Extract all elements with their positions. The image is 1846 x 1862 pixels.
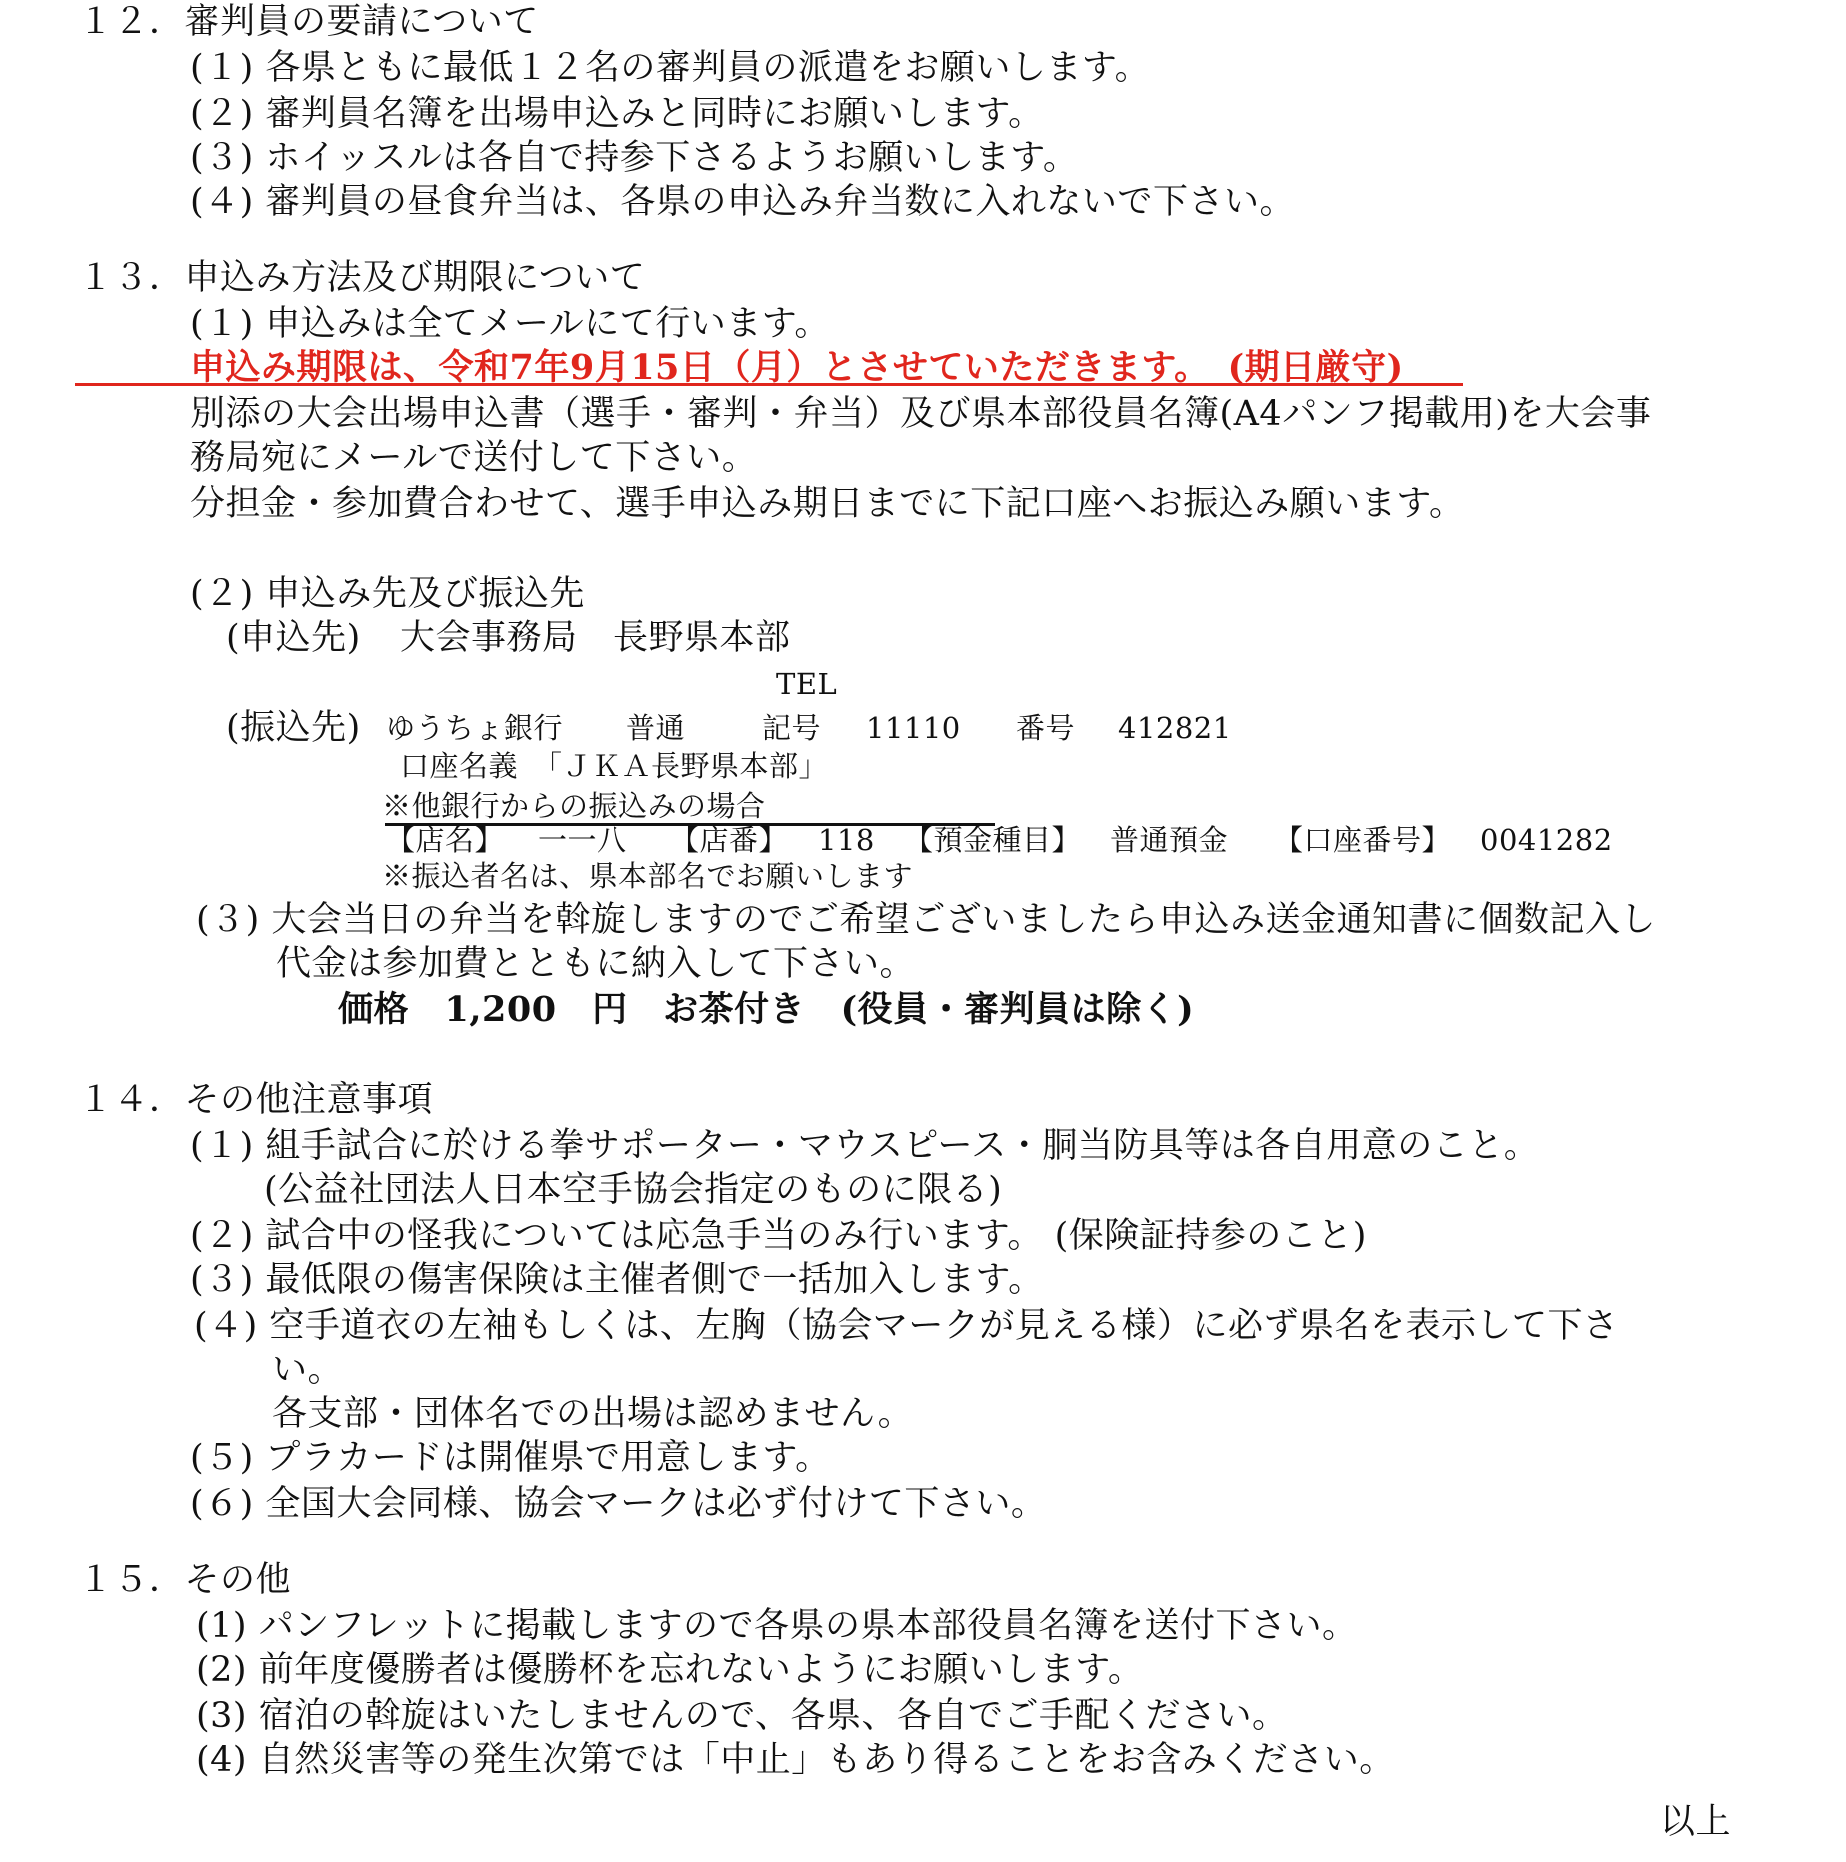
s13-item-3-line-1: (３) 大会当日の弁当を斡旋しますのでご希望ございましたら申込み送金通知書に個数記入し [196, 900, 1656, 940]
section-14-heading: １４．その他注意事項 [78, 1080, 434, 1120]
s13-body-line-1: 別添の大会出場申込書（選手・審判・弁当）及び県本部役員名簿(A4パンフ掲載用)を大会事 [190, 394, 1652, 434]
number-label: 番号 [1016, 711, 1076, 745]
s14-item-6: (６) 全国大会同様、協会マークは必ず付けて下さい。 [190, 1484, 1047, 1524]
apply-to-value: 大会事務局 長野県本部 [400, 618, 791, 658]
closing-ijou: 以上 [1660, 1802, 1732, 1842]
s13-item-1: (１) 申込みは全てメールにて行います。 [190, 304, 830, 344]
s12-item-4: (４) 審判員の昼食弁当は、各県の申込み弁当数に入れないで下さい。 [190, 182, 1295, 222]
s15-item-3: (3) 宿泊の斡旋はいたしませんので、各県、各自でご手配ください。 [196, 1696, 1288, 1736]
s13-item-2: (２) 申込み先及び振込先 [190, 574, 585, 614]
apply-to-label: (申込先) [226, 618, 361, 658]
s14-item-4-line-3: 各支部・団体名での出場は認めません。 [272, 1394, 914, 1434]
account-no-label: 【口座番号】 [1274, 823, 1452, 857]
account-no-value: 0041282 [1480, 823, 1613, 857]
s15-item-4: (4) 自然災害等の発生次第では「中止」もあり得ることをお含みください。 [196, 1740, 1395, 1780]
account-holder: 口座名義 「ＪＫＡ長野県本部」 [400, 749, 829, 783]
branch-name-label: 【店名】 [386, 823, 505, 857]
s13-deadline-notice: 申込み期限は、令和7年9月15日（月）とさせていただきます。 (期日厳守) [190, 347, 1404, 388]
s12-item-1: (１) 各県ともに最低１２名の審判員の派遣をお願いします。 [190, 48, 1151, 88]
branch-no-label: 【店番】 [670, 823, 789, 857]
deposit-type-value: 普通預金 [1110, 823, 1229, 857]
s14-item-4-line-1: (４) 空手道衣の左袖もしくは、左胸（協会マークが見える様）に必ず県名を表示して下さ [194, 1306, 1619, 1346]
tel-label: TEL [776, 667, 838, 701]
number-value: 412821 [1118, 711, 1232, 745]
s13-item-3-line-2: 代金は参加費とともに納入して下さい。 [276, 944, 916, 984]
symbol-label: 記号 [762, 711, 822, 745]
section-12-heading: １２．審判員の要請について [78, 2, 539, 42]
s12-item-2: (２) 審判員名簿を出場申込みと同時にお願いします。 [190, 94, 1044, 134]
s15-item-2: (2) 前年度優勝者は優勝杯を忘れないようにお願いします。 [196, 1650, 1144, 1690]
s13-body-line-3: 分担金・参加費合わせて、選手申込み期日までに下記口座へお振込み願います。 [190, 484, 1465, 524]
deposit-type-label: 【預金種目】 [904, 823, 1082, 857]
s14-item-4-line-2: い。 [272, 1350, 344, 1390]
transfer-to-label: (振込先) [226, 708, 361, 748]
s13-body-line-2: 務局宛にメールで送付して下さい。 [190, 438, 758, 478]
s12-item-3: (３) ホイッスルは各自で持参下さるようお願いします。 [190, 138, 1079, 178]
lunch-price: 価格 1,200 円 お茶付き (役員・審判員は除く) [338, 989, 1195, 1030]
symbol-value: 11110 [866, 711, 961, 745]
s14-item-5: (５) プラカードは開催県で用意します。 [190, 1438, 831, 1478]
branch-no-value: 118 [818, 823, 875, 857]
payer-name-note: ※振込者名は、県本部名でお願いします [382, 859, 914, 893]
section-15-heading: １５．その他 [78, 1560, 292, 1600]
deadline-underline [75, 383, 1463, 386]
s15-item-1: (1) パンフレットに掲載しますので各県の県本部役員名簿を送付下さい。 [196, 1606, 1358, 1646]
s14-item-1-sub: (公益社団法人日本空手協会指定のものに限る) [264, 1170, 1003, 1210]
s14-item-2: (２) 試合中の怪我については応急手当のみ行います。 (保険証持参のこと) [190, 1216, 1367, 1256]
other-bank-note: ※他銀行からの振込みの場合 [382, 789, 766, 823]
s14-item-1: (１) 組手試合に於ける拳サポーター・マウスピース・胴当防具等は各自用意のこと。 [190, 1126, 1540, 1166]
branch-name-value: 一一八 [538, 823, 627, 857]
account-type: 普通 [626, 711, 686, 745]
s14-item-3: (３) 最低限の傷害保険は主催者側で一括加入します。 [190, 1260, 1044, 1300]
bank-name: ゆうちょ銀行 [386, 711, 564, 745]
section-13-heading: １３．申込み方法及び期限について [78, 258, 646, 298]
